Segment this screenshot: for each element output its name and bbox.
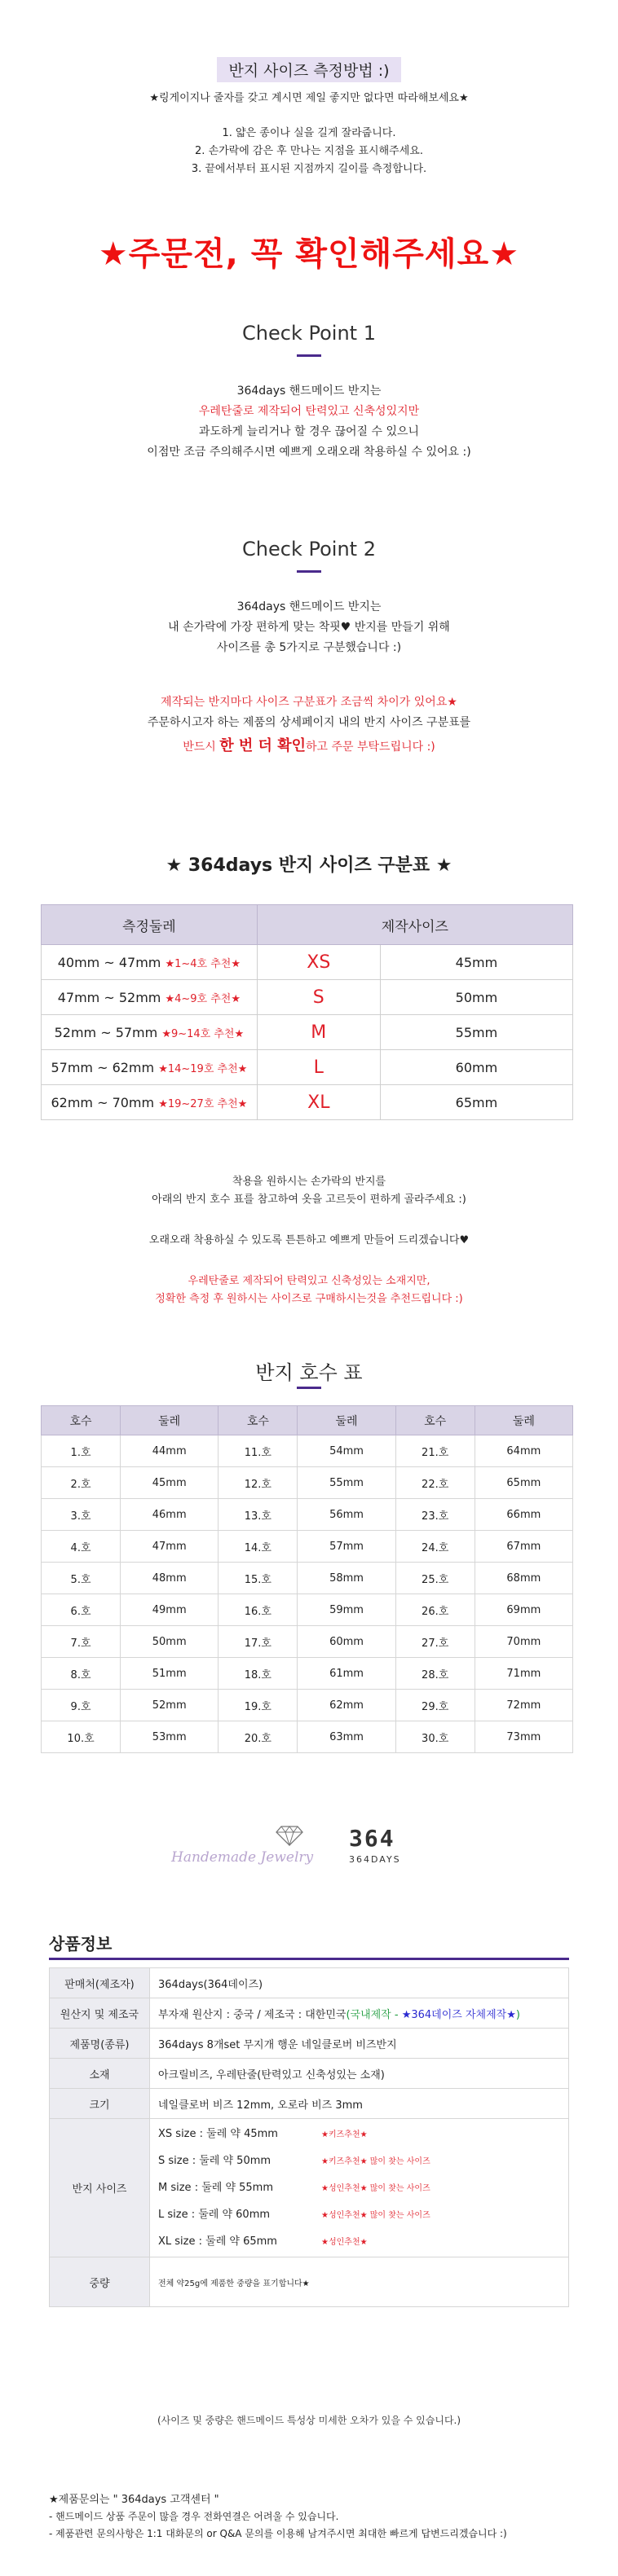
table-row	[42, 1594, 573, 1626]
ring-size-table	[41, 1405, 573, 1753]
ring-circumference: 60mm	[298, 1626, 395, 1658]
size-label: M	[257, 1015, 380, 1050]
advice-line: 착용을 원하시는 손가락의 반지를	[232, 1176, 386, 1188]
info-row	[50, 2257, 569, 2307]
ring-number: 9.호	[42, 1690, 121, 1721]
ring-circumference: 54mm	[298, 1435, 395, 1467]
ring-circumference: 64mm	[475, 1435, 572, 1467]
ring-circumference: 53mm	[121, 1721, 219, 1753]
ring-number: 2.호	[42, 1467, 121, 1499]
product-info-title: 상품정보	[49, 1934, 113, 1954]
divider	[297, 354, 321, 357]
origin-d: )	[515, 2008, 520, 2021]
cp2-line: 364days 핸드메이드 반지는	[236, 600, 382, 613]
table-row	[42, 1531, 573, 1563]
cp2-line: 사이즈를 총 5가지로 구분했습니다 :)	[216, 641, 402, 654]
size-text: M size : 둘레 약 55mm	[158, 2182, 274, 2194]
size-label: XS	[257, 945, 380, 980]
size-text: L size : 둘레 약 60mm	[158, 2209, 271, 2221]
ring-circumference: 50mm	[121, 1626, 219, 1658]
table-row	[42, 1690, 573, 1721]
col-header: 호수	[395, 1406, 475, 1435]
table-row	[42, 1015, 573, 1050]
advice-line: 오래오래 착용하실 수 있도록 튼튼하고 예쁘게 만들어 드리겠습니다♥	[148, 1234, 470, 1246]
col-header: 호수	[42, 1406, 121, 1435]
divider	[49, 1958, 569, 1960]
measure-steps	[0, 125, 618, 178]
ring-number: 5.호	[42, 1563, 121, 1594]
col-header: 둘레	[121, 1406, 219, 1435]
ring-number: 26.호	[395, 1594, 475, 1626]
table-row	[42, 1658, 573, 1690]
ring-circumference: 58mm	[298, 1563, 395, 1594]
measure-step: 2. 손가락에 감은 후 만나는 지점을 표시해주세요.	[195, 145, 423, 157]
size-line	[158, 2147, 567, 2174]
size-note: ★성인추천★	[321, 2238, 368, 2247]
product-footnote: (사이즈 및 중량은 핸드메이드 특성상 미세한 오차가 있을 수 있습니다.)	[157, 2415, 461, 2426]
ring-circumference: 55mm	[298, 1467, 395, 1499]
ring-number: 23.호	[395, 1499, 475, 1531]
table-row	[42, 1050, 573, 1085]
label: 중량	[50, 2257, 150, 2307]
brand-row	[0, 1825, 618, 1874]
size-label: L	[257, 1050, 380, 1085]
checkpoint-1-title: Check Point 1	[242, 322, 376, 345]
info-row	[50, 1968, 569, 1998]
ring-circumference: 46mm	[121, 1499, 219, 1531]
size-line	[158, 2121, 567, 2147]
ring-circumference: 49mm	[121, 1594, 219, 1626]
ring-circumference: 70mm	[475, 1626, 572, 1658]
ring-circumference: 47mm	[121, 1531, 219, 1563]
ring-circumference: 62mm	[298, 1690, 395, 1721]
logo-text: 364DAYS	[349, 1854, 401, 1865]
ring-number: 16.호	[219, 1594, 298, 1626]
ring-number: 27.호	[395, 1626, 475, 1658]
range: 52mm ~ 57mm	[54, 1024, 162, 1040]
ring-circumference: 59mm	[298, 1594, 395, 1626]
size-line	[158, 2174, 567, 2201]
ring-circumference: 71mm	[475, 1658, 572, 1690]
size-line	[158, 2201, 567, 2228]
ring-number: 15.호	[219, 1563, 298, 1594]
ring-number: 10.호	[42, 1721, 121, 1753]
size-label: S	[257, 980, 380, 1015]
measure-section	[0, 57, 618, 178]
value: 364days(364데이즈)	[150, 1968, 569, 1998]
ring-circumference: 65mm	[475, 1467, 572, 1499]
table-row	[42, 980, 573, 1015]
ring-number: 18.호	[219, 1658, 298, 1690]
size-note: ★키즈추천★ 많이 찾는 사이즈	[321, 2157, 430, 2166]
checkpoint-1	[0, 322, 618, 463]
size-header-measure: 측정둘레	[42, 905, 258, 945]
size-table-title: ★ 364days 반지 사이즈 구분표 ★	[166, 855, 452, 876]
info-row	[50, 2029, 569, 2059]
recommend: ★4~9호 추천★	[165, 992, 241, 1005]
ring-circumference: 63mm	[298, 1721, 395, 1753]
table-row	[42, 1499, 573, 1531]
cp1-line: 이점만 조금 주의해주시면 예쁘게 오래오래 착용하실 수 있어요 :)	[147, 446, 471, 459]
advice-section	[0, 1173, 618, 1308]
table-row	[42, 1721, 573, 1753]
ring-circumference: 72mm	[475, 1690, 572, 1721]
ring-number: 20.호	[219, 1721, 298, 1753]
confirm-b: 한 번 더 확인	[219, 737, 306, 754]
ring-number: 28.호	[395, 1658, 475, 1690]
table-row	[42, 1085, 573, 1120]
confirm-c: 하고 주문 부탁드립니다 :)	[306, 741, 435, 754]
size-mm: 50mm	[380, 980, 572, 1015]
ring-circumference: 61mm	[298, 1658, 395, 1690]
order-notice: ★주문전, 꼭 확인해주세요★	[98, 235, 520, 273]
value: 364days 8개set 무지개 행운 네일클로버 비즈반지	[150, 2029, 569, 2059]
confirm-a: 반드시	[183, 741, 220, 754]
recommend: ★19~27호 추천★	[158, 1097, 248, 1110]
measure-step: 1. 얇은 종이나 실을 길게 잘라줍니다.	[222, 127, 396, 139]
ring-number: 24.호	[395, 1531, 475, 1563]
measure-step: 3. 끝에서부터 표시된 지점까지 길이를 측정합니다.	[191, 163, 427, 175]
ring-circumference: 56mm	[298, 1499, 395, 1531]
info-row	[50, 1998, 569, 2029]
cp1-line-red: 우레탄줄로 제작되어 탄력있고 신축성있지만	[198, 405, 420, 418]
value: 전체 약25g에 제품한 중량을 표기합니다★	[150, 2257, 569, 2307]
contact-section	[49, 2491, 507, 2543]
origin-a: 부자재 원산지 : 중국 / 제조국 : 대한민국	[158, 2008, 347, 2021]
size-note: ★성인추천★ 많이 찾는 사이즈	[321, 2184, 430, 2193]
product-info-table	[49, 1967, 569, 2307]
ring-number: 30.호	[395, 1721, 475, 1753]
table-header-row	[42, 1406, 573, 1435]
cp2-line-red: 제작되는 반지마다 사이즈 구분표가 조금씩 차이가 있어요★	[161, 696, 457, 709]
recommend: ★14~19호 추천★	[158, 1062, 248, 1075]
size-mm: 55mm	[380, 1015, 572, 1050]
recommend: ★1~4호 추천★	[165, 957, 241, 970]
size-header-made: 제작사이즈	[257, 905, 572, 945]
range: 57mm ~ 62mm	[51, 1059, 159, 1075]
ring-number: 21.호	[395, 1435, 475, 1467]
contact-title: ★제품문의는 " 364days 고객센터 "	[49, 2494, 219, 2506]
ring-circumference: 52mm	[121, 1690, 219, 1721]
label: 판매처(제조자)	[50, 1968, 150, 1998]
label: 반지 사이즈	[50, 2119, 150, 2257]
ring-number: 12.호	[219, 1467, 298, 1499]
contact-line: - 핸드메이드 상품 주문이 많을 경우 전화연결은 어려울 수 있습니다.	[49, 2511, 339, 2522]
measure-title: 반지 사이즈 측정방법 :)	[217, 57, 400, 82]
info-row	[50, 2119, 569, 2257]
size-label: XL	[257, 1085, 380, 1120]
value: 아크릴비즈, 우레탄줄(탄력있고 신축성있는 소재)	[150, 2059, 569, 2089]
info-row	[50, 2089, 569, 2119]
cp1-line: 과도하게 늘리거나 할 경우 끊어질 수 있으니	[198, 425, 420, 438]
handmade-text: Handemade Jewelry	[171, 1849, 314, 1866]
size-mm: 45mm	[380, 945, 572, 980]
table-row	[42, 1626, 573, 1658]
ring-circumference: 57mm	[298, 1531, 395, 1563]
info-row	[50, 2059, 569, 2089]
origin-b: (국내제작 -	[346, 2008, 402, 2021]
checkpoint-2	[0, 538, 618, 760]
cp2-line: 내 손가락에 가장 편하게 맞는 착핏♥ 반지를 만들기 위해	[168, 621, 450, 634]
table-row	[42, 1467, 573, 1499]
divider	[297, 570, 321, 573]
ring-circumference: 48mm	[121, 1563, 219, 1594]
table-row	[42, 945, 573, 980]
advice-line: 아래의 반지 호수 표를 참고하여 옷을 고르듯이 편하게 골라주세요 :)	[152, 1193, 466, 1206]
ring-number: 3.호	[42, 1499, 121, 1531]
ring-table-body	[42, 1435, 573, 1753]
ring-table-title: 반지 호수 표	[255, 1361, 363, 1384]
ring-number: 22.호	[395, 1467, 475, 1499]
size-line	[158, 2228, 567, 2255]
table-row	[42, 1435, 573, 1467]
value	[150, 1998, 569, 2029]
ring-number: 6.호	[42, 1594, 121, 1626]
table-row	[42, 1563, 573, 1594]
label: 원산지 및 제조국	[50, 1998, 150, 2029]
ring-number: 29.호	[395, 1690, 475, 1721]
ring-circumference: 44mm	[121, 1435, 219, 1467]
ring-number: 19.호	[219, 1690, 298, 1721]
value	[150, 2119, 569, 2257]
diamond-icon	[276, 1825, 303, 1846]
col-header: 둘레	[475, 1406, 572, 1435]
ring-circumference: 67mm	[475, 1531, 572, 1563]
ring-circumference: 69mm	[475, 1594, 572, 1626]
label: 크기	[50, 2089, 150, 2119]
ring-number: 7.호	[42, 1626, 121, 1658]
origin-c: ★364데이즈 자체제작★	[401, 2008, 516, 2021]
ring-number: 13.호	[219, 1499, 298, 1531]
label: 제품명(종류)	[50, 2029, 150, 2059]
ring-number: 14.호	[219, 1531, 298, 1563]
ring-circumference: 51mm	[121, 1658, 219, 1690]
ring-circumference: 45mm	[121, 1467, 219, 1499]
size-note: ★키즈추천★	[321, 2130, 368, 2139]
contact-line: - 제품관련 문의사항은 1:1 대화문의 or Q&A 문의를 이용해 남겨주시면 최대한 빠르게 답변드리겠습니다 :)	[49, 2528, 507, 2539]
col-header: 호수	[219, 1406, 298, 1435]
advice-line-red: 정확한 측정 후 원하시는 사이즈로 구매하시는것을 추천드립니다 :)	[155, 1293, 463, 1305]
ring-circumference: 66mm	[475, 1499, 572, 1531]
size-mm: 60mm	[380, 1050, 572, 1085]
cp2-line: 주문하시고자 하는 제품의 상세페이지 내의 반지 사이즈 구분표를	[147, 716, 471, 729]
recommend: ★9~14호 추천★	[161, 1027, 245, 1040]
divider	[297, 1387, 321, 1389]
size-mm: 65mm	[380, 1085, 572, 1120]
ring-number: 4.호	[42, 1531, 121, 1563]
range: 40mm ~ 47mm	[57, 954, 166, 970]
value: 네일클로버 비즈 12mm, 오로라 비즈 3mm	[150, 2089, 569, 2119]
range: 62mm ~ 70mm	[51, 1094, 159, 1110]
measure-intro: ★링게이지나 줄자를 갖고 계시면 제일 좋지만 없다면 따라해보세요★	[149, 92, 469, 104]
ring-number: 11.호	[219, 1435, 298, 1467]
cp2-line-confirm	[0, 733, 618, 760]
cp1-line: 364days 핸드메이드 반지는	[236, 385, 382, 398]
size-text: S size : 둘레 약 50mm	[158, 2155, 271, 2167]
size-text: XL size : 둘레 약 65mm	[158, 2235, 277, 2248]
ring-number: 17.호	[219, 1626, 298, 1658]
ring-number: 1.호	[42, 1435, 121, 1467]
ring-number: 8.호	[42, 1658, 121, 1690]
label: 소재	[50, 2059, 150, 2089]
advice-line-red: 우레탄줄로 제작되어 탄력있고 신축성있는 소재지만,	[188, 1275, 430, 1287]
size-note: ★성인추천★ 많이 찾는 사이즈	[321, 2211, 430, 2220]
ring-circumference: 68mm	[475, 1563, 572, 1594]
ring-number: 25.호	[395, 1563, 475, 1594]
size-text: XS size : 둘레 약 45mm	[158, 2128, 278, 2140]
checkpoint-2-title: Check Point 2	[242, 538, 376, 560]
ring-circumference: 73mm	[475, 1721, 572, 1753]
logo-mark: 364	[349, 1825, 395, 1852]
range: 47mm ~ 52mm	[57, 989, 166, 1005]
size-table	[41, 904, 573, 1120]
col-header: 둘레	[298, 1406, 395, 1435]
